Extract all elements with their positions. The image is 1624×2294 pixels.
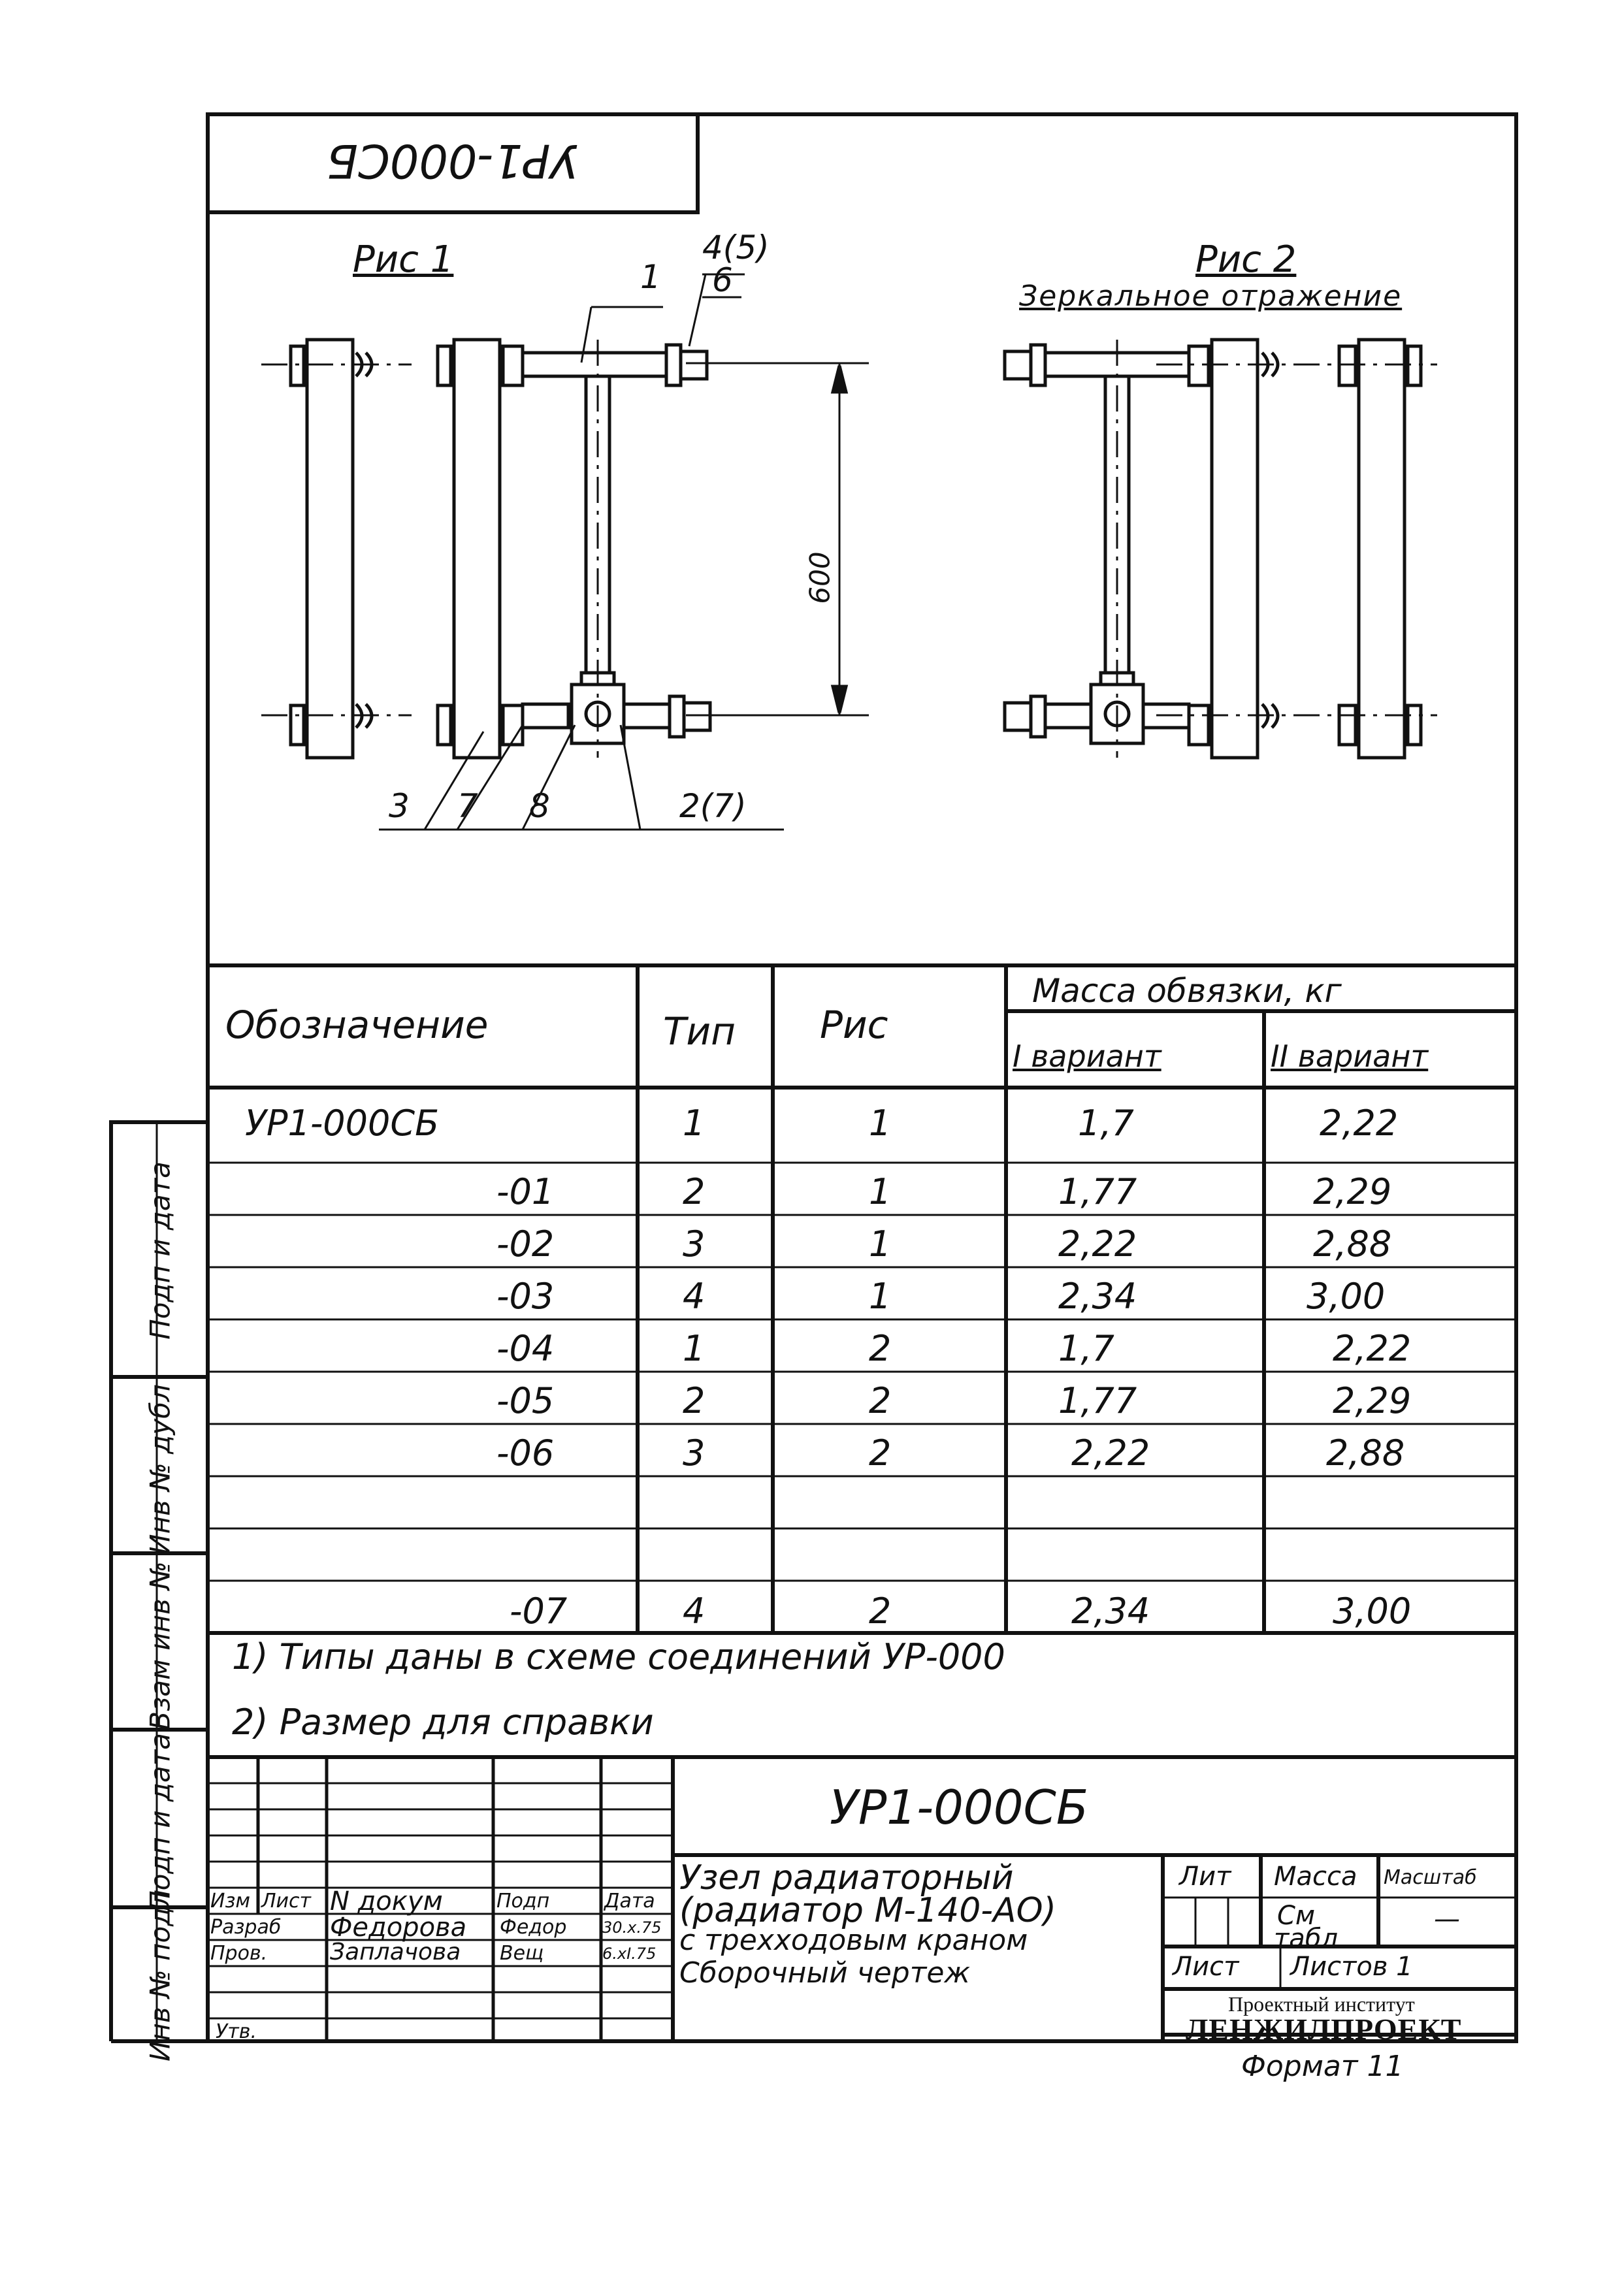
row-v1: 2,34 (1071, 1591, 1150, 1632)
row-v1: 2,34 (1058, 1276, 1137, 1317)
col-podp: Подп (496, 1890, 550, 1913)
callout-2-7: 2(7) (679, 787, 747, 825)
title-name-line3: с трехходовым краном (679, 1924, 1028, 1957)
row-v2: 3,00 (1307, 1276, 1386, 1317)
callout-6: 6 (712, 261, 733, 299)
row-figure: 1 (869, 1103, 892, 1144)
row-v2: 2,22 (1333, 1328, 1412, 1369)
col-data: Дата (604, 1890, 655, 1913)
row-type: 1 (683, 1103, 706, 1144)
note-2: 2) Размер для справки (232, 1702, 654, 1743)
header-variant2: II вариант (1271, 1039, 1429, 1074)
header-type: Тип (663, 1009, 736, 1054)
row-v1: 2,22 (1058, 1223, 1137, 1265)
mass-value-1: См (1277, 1901, 1316, 1931)
row-designation: -06 (496, 1432, 555, 1474)
row-designation: -02 (496, 1223, 555, 1265)
row-v1: 1,7 (1058, 1328, 1114, 1369)
row-v1: 1,77 (1058, 1171, 1137, 1212)
callout-8: 8 (529, 787, 550, 825)
fig1-title: Рис 1 (353, 238, 454, 281)
title-name-line1: Узел радиаторный (679, 1858, 1014, 1898)
title-designation: УР1-000СБ (830, 1780, 1089, 1835)
sheets-label: Листов 1 (1290, 1952, 1413, 1982)
header-figure: Рис (820, 1003, 888, 1047)
row2-sign: Вещ (500, 1942, 544, 1965)
dimension-600: 600 (804, 551, 836, 604)
sheet-label: Лист (1173, 1952, 1239, 1982)
callout-1: 1 (640, 258, 661, 296)
title-name-line2: (радиатор М-140-АО) (679, 1891, 1056, 1930)
row-figure: 2 (869, 1591, 892, 1632)
side-podp-data-2: Подп и дата (144, 1733, 176, 1911)
corner-code: УР1-000СБ (327, 134, 579, 187)
row-designation: -05 (496, 1380, 555, 1421)
scale-label: Масштаб (1384, 1866, 1477, 1889)
row-type: 3 (683, 1432, 706, 1474)
row-designation: -07 (510, 1591, 568, 1632)
row-v2: 2,88 (1313, 1223, 1392, 1265)
side-podp-data-1: Подп и дата (144, 1161, 176, 1340)
row-v2: 2,29 (1313, 1171, 1392, 1212)
row-figure: 2 (869, 1432, 892, 1474)
format-label: Формат 11 (1241, 2050, 1404, 2083)
row-designation: -03 (496, 1276, 555, 1317)
callout-4-5: 4(5) (702, 229, 770, 267)
side-inv-podl: Инв № подл (144, 1889, 176, 2062)
row-v2: 2,88 (1326, 1432, 1405, 1474)
lit-label: Лит (1179, 1862, 1231, 1892)
row-v1: 2,22 (1071, 1432, 1150, 1474)
row-type: 4 (683, 1276, 706, 1317)
row2-name: Заплачова (330, 1939, 461, 1965)
figure-2-drawing (0, 0, 1624, 965)
row-type: 1 (683, 1328, 706, 1369)
col-ndok: N докум (330, 1886, 443, 1916)
header-mass: Масса обвязки, кг (1032, 972, 1342, 1010)
org-line1: Проектный институт (1228, 1992, 1415, 2016)
callout-7: 7 (457, 787, 478, 825)
row-designation: -01 (496, 1171, 555, 1212)
row-v2: 2,29 (1333, 1380, 1412, 1421)
header-variant1: I вариант (1013, 1039, 1161, 1074)
row-designation: -04 (496, 1328, 555, 1369)
row2-role: Пров. (210, 1942, 268, 1965)
row-figure: 1 (869, 1223, 892, 1265)
row1-date: 30.х.75 (602, 1918, 662, 1937)
row1-role: Разраб (210, 1916, 282, 1939)
row1-sign: Федор (500, 1916, 567, 1939)
side-inv-dubl: Инв № дубл (144, 1384, 176, 1555)
fig2-subtitle: Зеркальное отражение (1019, 280, 1403, 313)
row2-date: 6.хI.75 (602, 1945, 657, 1963)
side-vzam-inv: Взам инв № (144, 1561, 176, 1730)
row-v1: 1,77 (1058, 1380, 1137, 1421)
row-type: 2 (683, 1171, 706, 1212)
callout-3: 3 (389, 787, 410, 825)
row-figure: 2 (869, 1380, 892, 1421)
row-type: 3 (683, 1223, 706, 1265)
scale-value: — (1434, 1904, 1460, 1934)
row-v2: 2,22 (1320, 1103, 1399, 1144)
row3-role: Утв. (216, 2020, 257, 2043)
row-v2: 3,00 (1333, 1591, 1412, 1632)
row-type: 4 (683, 1591, 706, 1632)
row-type: 2 (683, 1380, 706, 1421)
row1-name: Федорова (330, 1913, 467, 1943)
fig2-title: Рис 2 (1195, 238, 1297, 281)
note-1: 1) Типы даны в схеме соединений УР-000 (232, 1636, 1005, 1677)
col-izm: Изм (210, 1890, 251, 1913)
org-line2: ЛЕНЖИЛПРОЕКТ (1186, 2012, 1462, 2046)
header-designation: Обозначение (225, 1003, 489, 1047)
row-designation: УР1-000СБ (245, 1103, 440, 1144)
row-v1: 1,7 (1078, 1103, 1134, 1144)
mass-value-2: табл (1274, 1924, 1339, 1954)
row-figure: 1 (869, 1276, 892, 1317)
title-doc-type: Сборочный чертеж (679, 1956, 971, 1990)
row-figure: 2 (869, 1328, 892, 1369)
row-figure: 1 (869, 1171, 892, 1212)
mass-label: Масса (1274, 1862, 1357, 1892)
col-list: Лист (261, 1890, 312, 1913)
